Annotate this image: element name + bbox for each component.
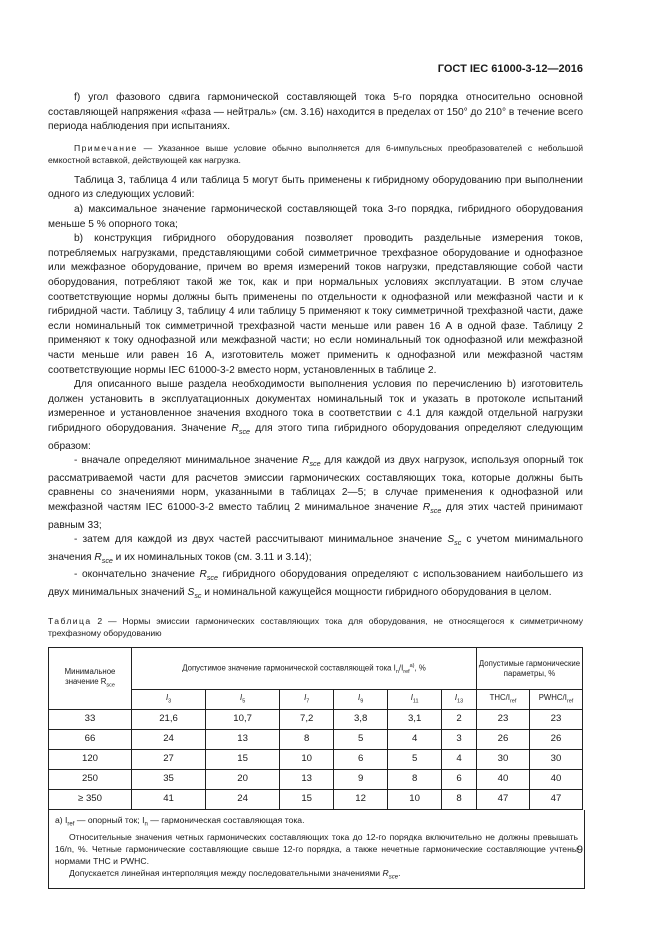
footnote-interpolation: Допускается линейная интерполяция между последовательными значениями $R_{sce}$. bbox=[69, 867, 401, 881]
col-i13: $I_{13}$ bbox=[442, 690, 477, 710]
page-number: 9 bbox=[576, 844, 583, 856]
paragraph-verification: Для описанного выше раздела необходимости выполнения условия по перечислению b) изготовитель должен установить в эксплуатационных документах номинальный ток и указать в протоколе испытаний измеренное и установленное значения входного тока в соответствии с 4.1 для каждой отдельной нагрузки гибридного оборудования. Значение $R_{sce}$ для этого типа гибридного оборудования определяют следующим образом: bbox=[48, 379, 583, 452]
document-id: ГОСТ IEC 61000-3-12—2016 bbox=[437, 63, 583, 75]
col-i3: $I_3$ bbox=[132, 690, 206, 710]
header-harmonic-params: Допустимые гармонические параметры, % bbox=[477, 648, 583, 690]
col-thc: THC/$I_{ref}$ bbox=[477, 690, 530, 710]
footnote-a: a) $I_{ref}$ — опорный ток; $I_n$ — гармоническая составляющая тока. bbox=[55, 815, 305, 828]
table-row: 66 24 13 8 5 4 3 26 26 bbox=[49, 730, 583, 750]
table-row: ≥ 350 41 24 15 12 10 8 47 47 bbox=[49, 790, 583, 810]
header-min-rsce: Минимальное значение $R_{sce}$ bbox=[49, 648, 132, 710]
table-footnotes bbox=[48, 810, 585, 888]
note bbox=[48, 142, 583, 166]
page-content bbox=[48, 91, 583, 889]
paragraph-f: f) угол фазового сдвига гармонической составляющей тока 5-го порядка относительно основной составляющей напряжения «фаза — нейтраль» (см. 3.16) находится в пределах от 150° до 210° в течение всего периода наблюдения при испытаниях. bbox=[48, 92, 583, 133]
table-caption: Таблица 2 — Нормы эмиссии гармонических составляющих тока для оборудования, не относящегося к симметричному трехфазному оборудованию bbox=[48, 615, 583, 638]
note-label: Примечание bbox=[74, 142, 138, 153]
col-pwhc: PWHC/$I_{ref}$ bbox=[530, 690, 583, 710]
header-allowed-current: Допустимое значение гармонической составляющей тока $I_n/I_{ref}^{a)}$, % bbox=[132, 648, 477, 690]
table-row: 250 35 20 13 9 8 6 40 40 bbox=[49, 770, 583, 790]
paragraph-tables-hybrid: Таблица 3, таблица 4 или таблица 5 могут быть применены к гибридному оборудованию при выполнении одного из следующих условий: bbox=[48, 174, 583, 201]
col-i5: $I_5$ bbox=[206, 690, 280, 710]
paragraph-condition-b: b) конструкция гибридного оборудования позволяет проводить раздельные измерения токов, потребляемых нагрузками, представляющими собой симметричное трехфазное оборудование и однофазное или межфазное оборудование, причем во время измерений токов нагрузки, представляющие собой части оборудования, потребляют такой же ток, как и при нормальных условиях эксплуатации. В этом случае соответствующие нормы должны быть применены по отдельности к однофазной или межфазной части и к гибридной части. Таблицу 3, таблицу 4 или таблицу 5 применяют к току симметричной трехфазной части, даже если номинальный ток симметричной трехфазной части меньше или равен 16 А в одной фазе. Таблицу 2 применяют к току однофазной или межфазной части; но если номинальный ток однофазной или межфазной части меньше или равен 16 А, изготовитель может применить к однофазной или межфазной частям соответствующие нормы IEC 61000-3-2 вместо норм, установленных в таблице 2. bbox=[48, 233, 583, 376]
col-i9: $I_9$ bbox=[334, 690, 388, 710]
footnote-even-harmonics: Относительные значения четных гармонических составляющих тока до 12-го порядка включительно не должны превышать 16/n, %. Четные гармонические составляющие свыше 12-го порядка, а также нечетные гармонические составляющие учтены нормами THC и PWHC. bbox=[55, 831, 578, 866]
table-row: 120 27 15 10 6 5 4 30 30 bbox=[49, 750, 583, 770]
paragraph-condition-a: а) максимальное значение гармонической составляющей тока 3-го порядка, гибридного оборудования меньше 5 % опорного тока; bbox=[48, 203, 583, 230]
col-i7: $I_7$ bbox=[280, 690, 334, 710]
bullet-second: - затем для каждой из двух частей рассчитывают минимальное значение $S_{sc}$ с учетом минимального значения $R_{sce}$ и их номинальных токов (см. 3.11 и 3.14); bbox=[48, 534, 584, 565]
bullet-first: - вначале определяют минимальное значение $R_{sce}$ для каждой из двух нагрузок, используя опорный ток рассматриваемой части для расчетов эмиссии гармонических составляющих тока, которые должны быть сравнены со значениями норм, указанными в таблицах 2—5; в случае применения к однофазной или межфазной частям IEC 61000-3-2 вместо таблиц 2 минимальное значение $R_{sce}$ для этих частей принимают равным 33; bbox=[48, 455, 583, 531]
table-row: 33 21,6 10,7 7,2 3,8 3,1 2 23 23 bbox=[49, 710, 583, 730]
note-text: — Указанное выше условие обычно выполняется для 6-импульсных преобразователей с небольшой емкостной вставкой, действующей как нагрузка. bbox=[48, 142, 583, 165]
emission-limits-table bbox=[48, 647, 583, 810]
col-i11: $I_{11}$ bbox=[388, 690, 442, 710]
bullet-third: - окончательно значение $R_{sce}$ гибридного оборудования определяют с использованием наибольшего из двух минимальных значений $S_{sc}$ и номинальной кажущейся мощности гибридного оборудования в целом. bbox=[48, 569, 583, 601]
